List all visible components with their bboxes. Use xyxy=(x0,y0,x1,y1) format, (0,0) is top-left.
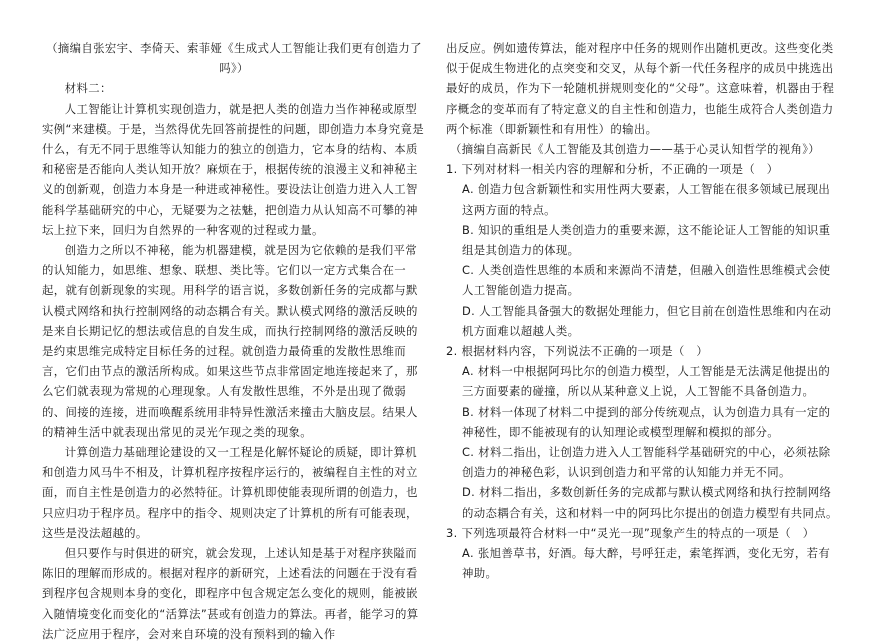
material-two-heading: 材料二： xyxy=(64,81,112,96)
paragraph-1: 人工智能让计算机实现创造力，就是把人类的创造力当作神秘或原型实例“来建模。于是，当然得优先回答前提性的问题，即创造力本身究竟是什么，有无不同于思维等认知能力的独立的创造力，它本身的结构、本质和秘密是否能向人类认知开放？麻烦在于，根据传统的浪漫主义和神秘主义的创新观，创造力本身是一种进或神秘性。要设法让创造力进入人工智能科学基础研究的中心，无疑要为之祛魅，把创造力从认知高不可攀的神坛上拉下来，回归为自然界的一种客观的过程或力量。 xyxy=(42,101,424,237)
question-1-option-b: B. 知识的重组是人类创造力的重要来源，这不能论证人工智能的知识重组是其创造力的体现。 xyxy=(462,222,831,258)
source-citation-1: （摘编自张宏宇、李倚天、索菲娅《生成式人工智能让我们更有创造力了吗》） xyxy=(46,41,422,76)
question-2-option-b: B. 材料一体现了材料二中提到的部分传统观点，认为创造力具有一定的神秘性，即不能被现有的认知理论或模型理解和模拟的部分。 xyxy=(462,404,831,439)
question-2-option-d: D. 材料二指出，多数创新任务的完成都与默认模式网络和执行控制网络的动态耦合有关，这和材料一中的阿玛比尔提出的创造力模型有共同点。 xyxy=(462,485,838,520)
paragraph-5: 出反应。例如遗传算法，能对程序中任务的规则作出随机更改。这些变化类似于促成生物进化的点突变和交叉，从每个新一代任务程序的成员中挑选出最好的成员，作为下一轮随机拼规则变化的“父母”。这意味着，机器由于程序概念的变革而有了特定意义的自主性和创造力，也能生成符合人类创造力两个标准（即新颖性和有用性）的输出。 xyxy=(446,41,835,136)
paragraph-4: 但只要作与时俱进的研究，就会发现，上述认知是基于对程序狭隘而陈旧的理解而形成的。根据对程序的新研究，上述看法的问题在于没有看到程序包含规则本身的变化，即程序中包含规定怎么变化的规则，能被嵌入随情境变化而变化的“活算法”甚或有创造力的算法。再者，能学习的算法广泛应用于程序，会对来自环境的没有预料到的输入作 xyxy=(42,546,419,641)
question-1-option-a: A. 创造力包含新颖性和实用性两大要素，人工智能在很多领域已展现出这两方面的特点。 xyxy=(462,182,831,217)
question-3: 3. 下列选项最符合材料一中“灵光一现”现象产生的特点的一项是（ ） xyxy=(446,525,815,540)
question-1-option-c: C. 人类创造性思维的本质和来源尚不清楚，但融入创造性思维模式会使人工智能创造力提高。 xyxy=(462,263,831,298)
question-1: 1. 下列对材料一相关内容的理解和分析，不正确的一项是（ ） xyxy=(446,162,779,177)
question-2-option-c: C. 材料二指出，让创造力进入人工智能科学基础研究的中心，必须祛除创造力的神秘色彩，认识到创造力和平常的认知能力并无不同。 xyxy=(462,445,831,480)
right-column xyxy=(446,38,838,583)
source-citation-2: （摘编自高新民《人工智能及其创造力——基于心灵认知哲学的视角》） xyxy=(449,142,820,157)
paragraph-2: 创造力之所以不神秘，能为机器建模，就是因为它依赖的是我们平常的认知能力，如思维、想象、联想、类比等。它们以一定方式集合在一起，就有创新现象的实现。用科学的语言说，多数创新任务的完成都与默认模式网络和执行控制网络的动态耦合有关。默认模式网络的激活反映的是来自长期记忆的想法或信息的自发生成，而执行控制网络的激活反映的是约束思维完成特定目标任务的过程。就创造力最倚重的发散性思维而言，它们由节点的激活所构成。如果这些节点非常固定地连接起来了，那么它们就表现为常规的心理现象。人有发散性思维，不外是出现了微弱的、间接的连接，进而唤醒系统用非特异性激活来撞击大脑皮层。结果人的精神生活中就表现出常见的灵光乍现之类的现象。 xyxy=(42,243,418,439)
question-2-option-a: A. 材料一中根据阿玛比尔的创造力模型，人工智能是无法满足他提出的三方面要素的碰撞，所以从某种意义上说，人工智能不具备创造力。 xyxy=(462,364,831,399)
left-column xyxy=(42,38,426,644)
paragraph-3: 计算创造力基础理论建设的又一工程是化解怀疑论的质疑，即计算机和创造力风马牛不相及，计算机程序按程序运行的，被编程自主性的对立面，而自主性是创造力的必然特征。计算机即使能表现所谓的创造力，也只应归功于程序员。程序中的指令、规则决定了计算机的所有可能表现，这些是没法超越的。 xyxy=(42,445,418,540)
question-1-option-d: D. 人工智能具备强大的数据处理能力，但它目前在创造性思维和内在动机方面难以超越人类。 xyxy=(462,303,832,338)
question-2: 2. 根据材料内容，下列说法不正确的一项是（ ） xyxy=(446,344,709,359)
question-3-option-a: A. 张旭善草书，好酒。每大醉，号呼狂走，索笔挥洒，变化无穷，若有神助。 xyxy=(462,546,831,581)
